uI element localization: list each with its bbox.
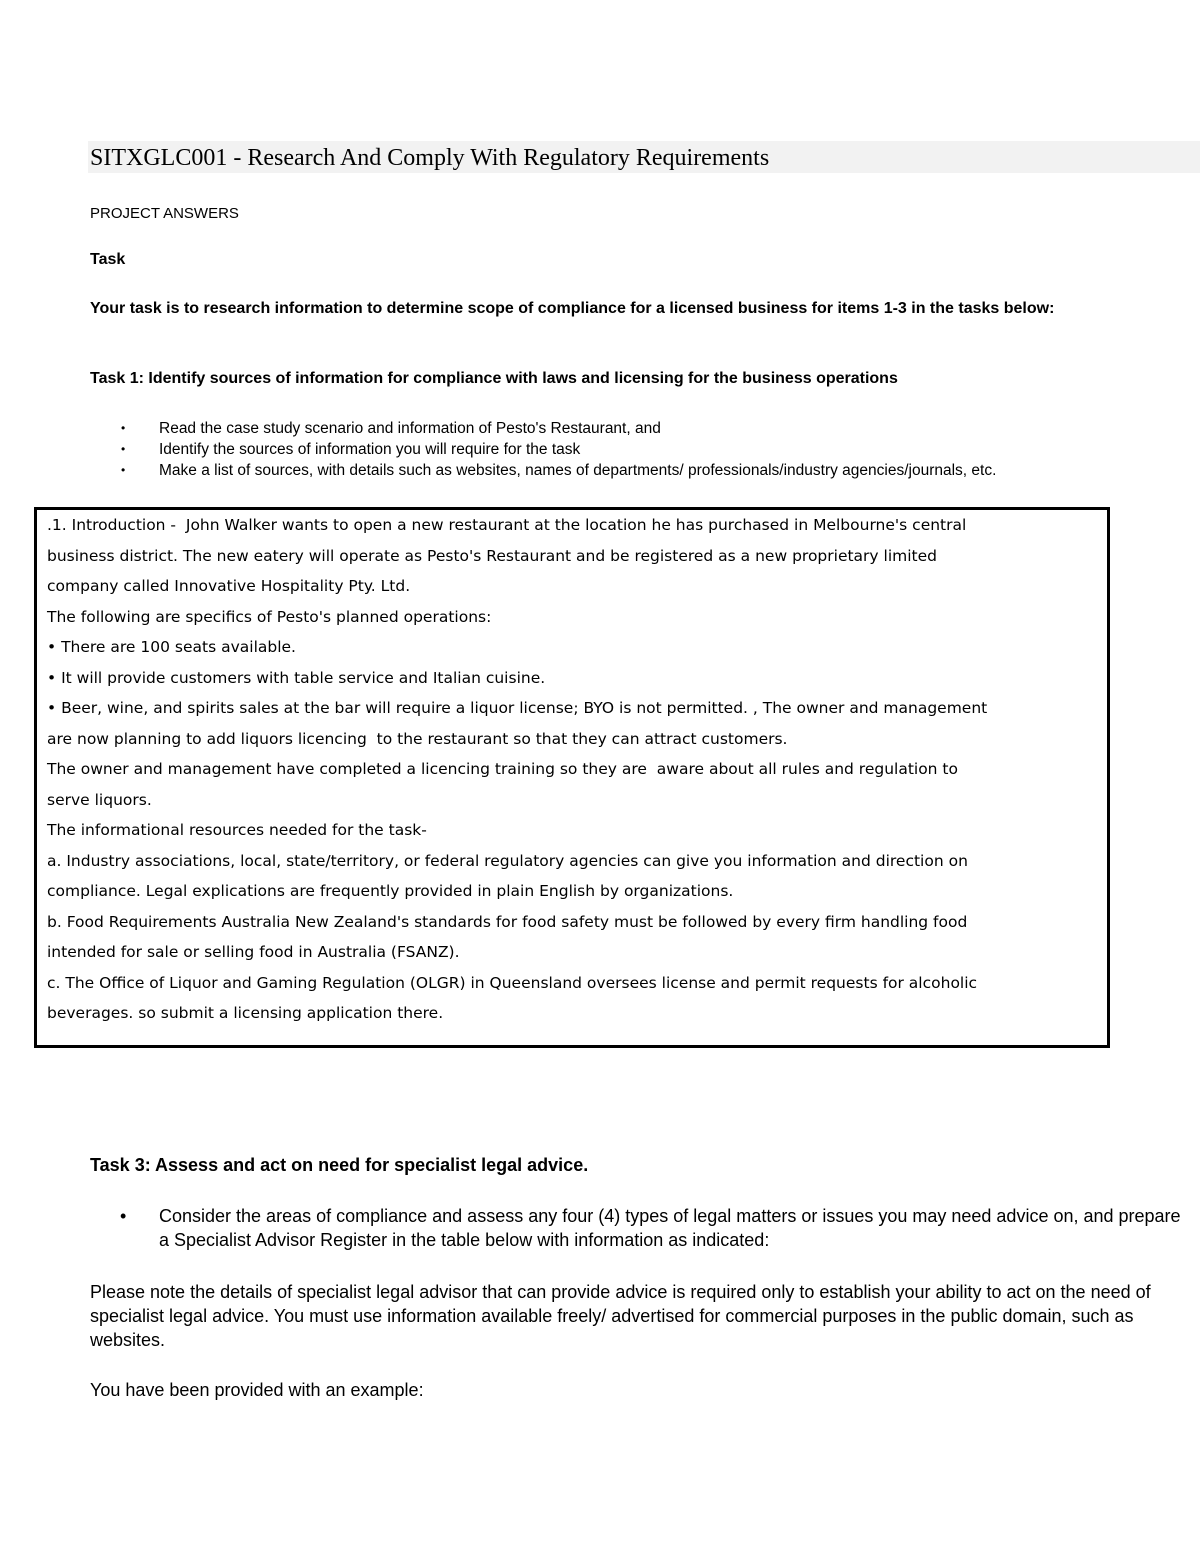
task3-bullet-text: Consider the areas of compliance and assess any four (4) types of legal matters or issues you may need advice on, and prepare a Specialist Advisor Register in the table below with information as indicated:: [159, 1206, 1181, 1250]
bullet-icon: •: [121, 442, 126, 456]
answer-line: serve liquors.: [47, 790, 152, 809]
answer-line: intended for sale or selling food in Australia (FSANZ).: [47, 943, 460, 961]
answer-line: • Beer, wine, and spirits sales at the bar will require a liquor license; BYO is not permitted. , The owner and management: [47, 699, 988, 717]
task3-heading: Task 3: Assess and act on need for specialist legal advice.: [90, 1155, 589, 1175]
document-title: SITXGLC001 - Research And Comply With Regulatory Requirements: [90, 145, 770, 171]
list-item: • Make a list of sources, with details such as websites, names of departments/ professionals/industry agencies/journals, etc.: [121, 462, 997, 479]
task3-bullet: [90, 1204, 1190, 1252]
answer-line: are now planning to add liquors licencing to the restaurant so that they can attract customers.: [47, 729, 788, 748]
list-item: • Read the case study scenario and information of Pesto's Restaurant, and: [121, 420, 661, 437]
answer-line: compliance. Legal explications are frequently provided in plain English by organizations.: [47, 882, 734, 900]
bullet-icon: •: [120, 1206, 127, 1226]
answer-line: • It will provide customers with table service and Italian cuisine.: [47, 668, 546, 687]
answer-line: • There are 100 seats available.: [47, 638, 296, 656]
answer-line: c. The Office of Liquor and Gaming Regulation (OLGR) in Queensland oversees license and permit requests for alcoholic: [47, 973, 978, 992]
list-item: • Identify the sources of information you will require for the task: [121, 441, 581, 458]
bullet-icon: •: [121, 463, 126, 477]
task-label: Task: [90, 251, 126, 268]
document-subtitle: PROJECT ANSWERS: [90, 205, 239, 222]
task1-heading: Task 1: Identify sources of information for compliance with laws and licensing for the business operations: [90, 370, 898, 387]
answer-line: The informational resources needed for the task-: [47, 821, 427, 839]
task3-example: You have been provided with an example:: [90, 1380, 424, 1400]
answer-line: business district. The new eatery will operate as Pesto's Restaurant and be registered as a new proprietary limited: [47, 546, 938, 565]
answer-line: a. Industry associations, local, state/territory, or federal regulatory agencies can give you information and direction on: [47, 851, 968, 870]
task3-note: Please note the details of specialist legal advisor that can provide advice is required only to establish your ability to act on the need of specialist legal advice. You must use information available freely/ advertised for commercial purposes in the public domain, such as websites.: [90, 1282, 1151, 1350]
answer-line: beverages. so submit a licensing application there.: [47, 1004, 444, 1022]
bullet-icon: •: [121, 421, 126, 435]
answer-line: b. Food Requirements Australia New Zealand's standards for food safety must be followed by every firm handling food: [47, 912, 968, 931]
answer-line: company called Innovative Hospitality Pty. Ltd.: [47, 577, 411, 595]
answer-line: .1. Introduction - John Walker wants to open a new restaurant at the location he has purchased in Melbourne's central: [47, 516, 967, 534]
task-intro: Your task is to research information to determine scope of compliance for a licensed business for items 1-3 in the tasks below:: [90, 300, 1055, 317]
answer-text: [47, 510, 1107, 1029]
answer-line: The owner and management have completed a licencing training so they are aware about all rules and regulation to: [47, 760, 958, 778]
answer-line: The following are specifics of Pesto's planned operations:: [47, 607, 492, 626]
task1-bullet-list: [90, 418, 1190, 481]
